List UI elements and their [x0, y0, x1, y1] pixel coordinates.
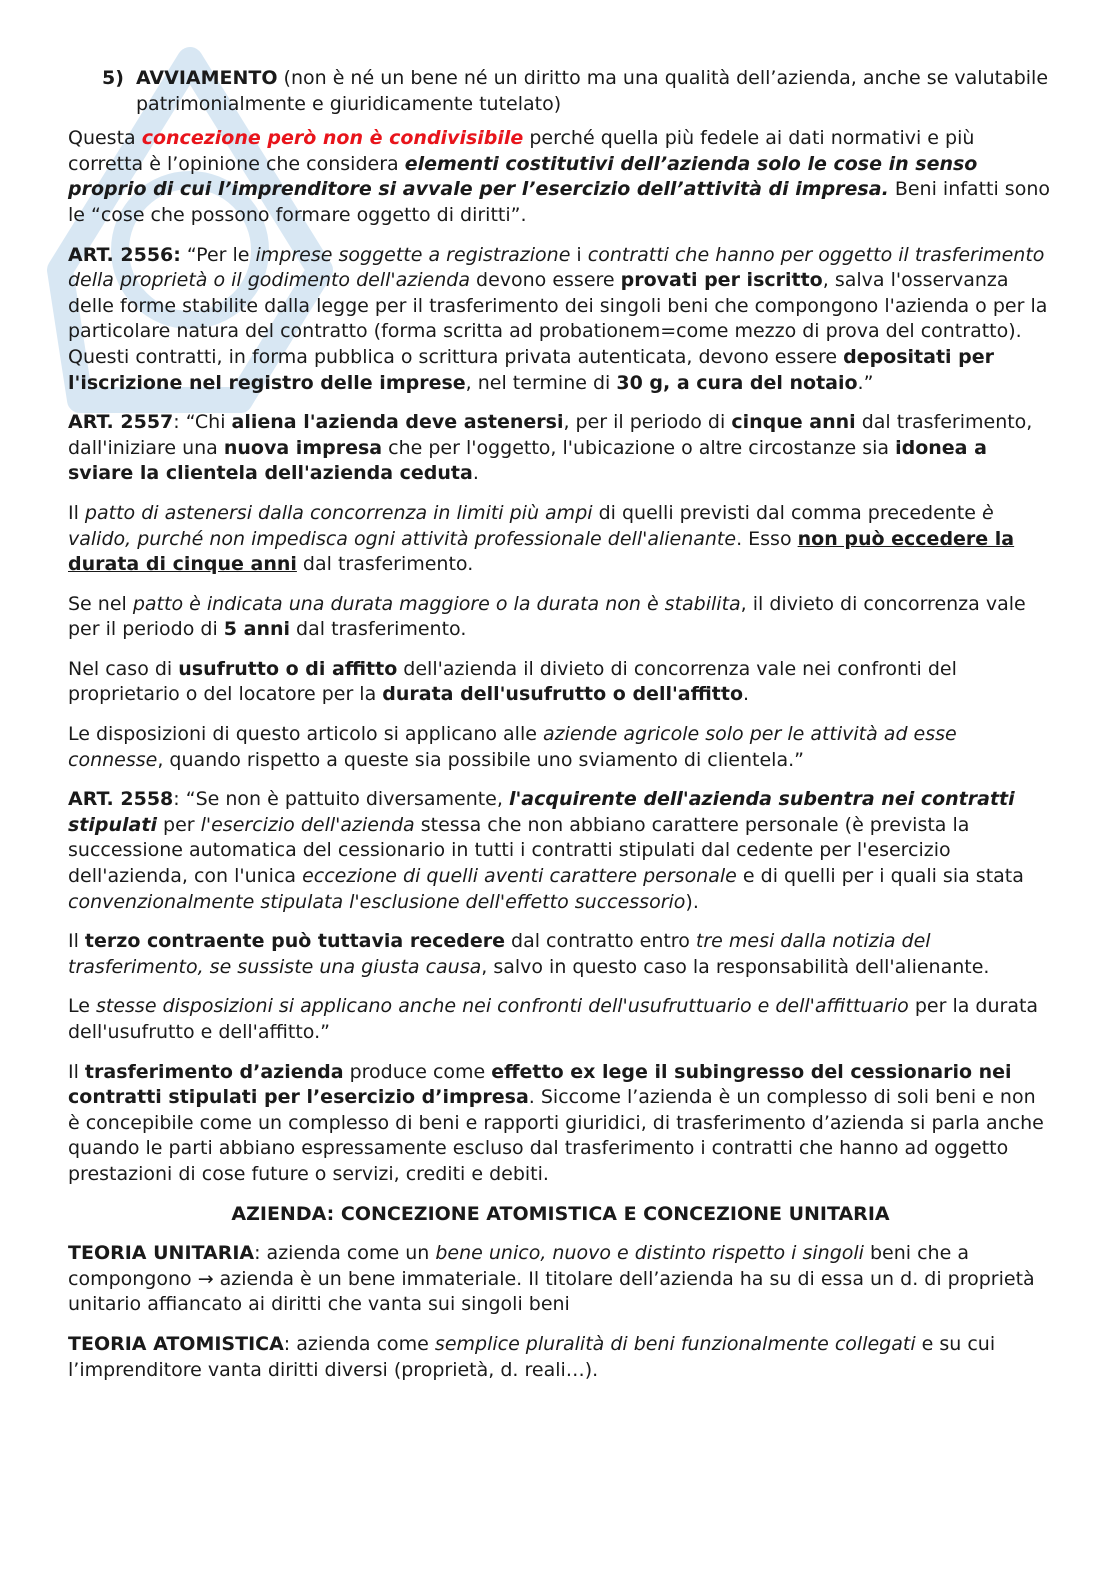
- arrow-right-icon: →: [197, 1267, 214, 1290]
- paragraph-concezione: Questa concezione però non è condivisibile perché quella più fedele ai dati normativi e più corretta è l’opinione che considera elementi costitutivi dell’azienda solo le cose in senso proprio di cui l’imprenditore si avvale per l’esercizio dell’attività di impresa. Beni infatti sono le “cose che possono formare oggetto di diritti”.: [68, 127, 1050, 226]
- paragraph-teoria-unitaria: TEORIA UNITARIA: azienda come un bene unico, nuovo e distinto rispetto i singoli beni che a compongono → azienda è un bene immateriale. Il titolare dell’azienda ha su di essa un d. di proprietà unitario affiancato ai diritti che vanta sui singoli beni: [68, 1242, 1035, 1316]
- paragraph-usufrutto: Nel caso di usufrutto o di affitto dell'azienda il divieto di concorrenza vale nei confronti del proprietario o del locatore per la durata dell'usufrutto o dell'affitto.: [68, 657, 957, 706]
- paragraph-stesse-disposizioni: Le stesse disposizioni si applicano anche nei confronti dell'usufruttuario e dell'affittuario per la durata dell'usufrutto e dell'affitto.”: [68, 995, 1039, 1043]
- paragraph-durata: Se nel patto è indicata una durata maggiore o la durata non è stabilita, il divieto di concorrenza vale per il periodo di 5 anni dal trasferimento.: [68, 592, 1026, 641]
- avviamento-title: AVVIAMENTO: [136, 67, 278, 89]
- section-heading: AZIENDA: CONCEZIONE ATOMISTICA E CONCEZIONE UNITARIA: [231, 1202, 890, 1225]
- paragraph-patto: Il patto di astenersi dalla concorrenza in limiti più ampi di quelli previsti dal comma precedente è valido, purché non impedisca ogni attività professionale dell'alienante. Esso non può eccedere la durata di cinque anni dal trasferimento.: [68, 501, 1015, 576]
- paragraph-teoria-atomistica: TEORIA ATOMISTICA: azienda come semplice pluralità di beni funzionalmente collegati e su cui l’imprenditore vanta diritti diversi (proprietà, d. reali…).: [68, 1332, 996, 1381]
- paragraph-art-2556: ART. 2556: “Per le imprese soggette a registrazione i contratti che hanno per oggetto il trasferimento della proprietà o il godimento dell'azienda devono essere provati per iscritto, salva l'osservanza delle forme stabilite dalla legge per il trasferimento dei singoli beni che compongono l'azienda o per la particolare natura del contratto (forma scritta ad probationem=come mezzo di prova del contratto). Questi contratti, in forma pubblica o scrittura privata autenticata, devono essere depositati per l'iscrizione nel registro delle imprese, nel termine di 30 g, a cura del notaio.”: [68, 243, 1048, 394]
- article-label: ART. 2557: [68, 411, 174, 434]
- document-body: [68, 66, 1053, 1397]
- paragraph-agricole: Le disposizioni di questo articolo si applicano alle aziende agricole solo per le attività ad esse connesse, quando rispetto a queste sia possibile uno sviamento di clientela.”: [68, 723, 957, 771]
- article-label: ART. 2556:: [68, 243, 181, 266]
- paragraph-art-2558: ART. 2558: “Se non è pattuito diversamente, l'acquirente dell'azienda subentra nei contratti stipulati per l'esercizio dell'azienda stessa che non abbiano carattere personale (è prevista la successione automatica del cessionario in tutti i contratti stipulati dal cedente per l'esercizio dell'azienda, con l'unica eccezione di quelli aventi carattere personale e di quelli per i quali sia stata convenzionalmente stipulata l'esclusione dell'effetto successorio).: [68, 788, 1024, 913]
- article-label: ART. 2558: [68, 788, 174, 811]
- list-item-avviamento: 5) AVVIAMENTO (non è né un bene né un diritto ma una qualità dell’azienda, anche se valutabile patrimonialmente e giuridicamente tutelato): [102, 66, 1053, 117]
- theory-label: TEORIA UNITARIA: [68, 1242, 255, 1265]
- paragraph-terzo-contraente: Il terzo contraente può tuttavia recedere dal contratto entro tre mesi dalla notizia del trasferimento, se sussiste una giusta causa, salvo in questo caso la responsabilità dell'alienante.: [68, 930, 990, 978]
- list-number: 5): [102, 67, 124, 89]
- paragraph-art-2557: ART. 2557: “Chi aliena l'azienda deve astenersi, per il periodo di cinque anni dal trasferimento, dall'iniziare una nuova impresa che per l'oggetto, l'ubicazione o altre circostanze sia idonea a sviare la clientela dell'azienda ceduta.: [68, 411, 1033, 485]
- theory-label: TEORIA ATOMISTICA: [68, 1332, 284, 1355]
- paragraph-trasferimento: Il trasferimento d’azienda produce come effetto ex lege il subingresso del cessionario nei contratti stipulati per l’esercizio d’impresa. Siccome l’azienda è un complesso di soli beni e non è concepibile come un complesso di beni e rapporti giuridici, di trasferimento d’azienda si parla anche quando le parti abbiano espressamente escluso dal trasferimento i contratti che hanno ad oggetto prestazioni di cose future o servizi, crediti e debiti.: [68, 1060, 1044, 1185]
